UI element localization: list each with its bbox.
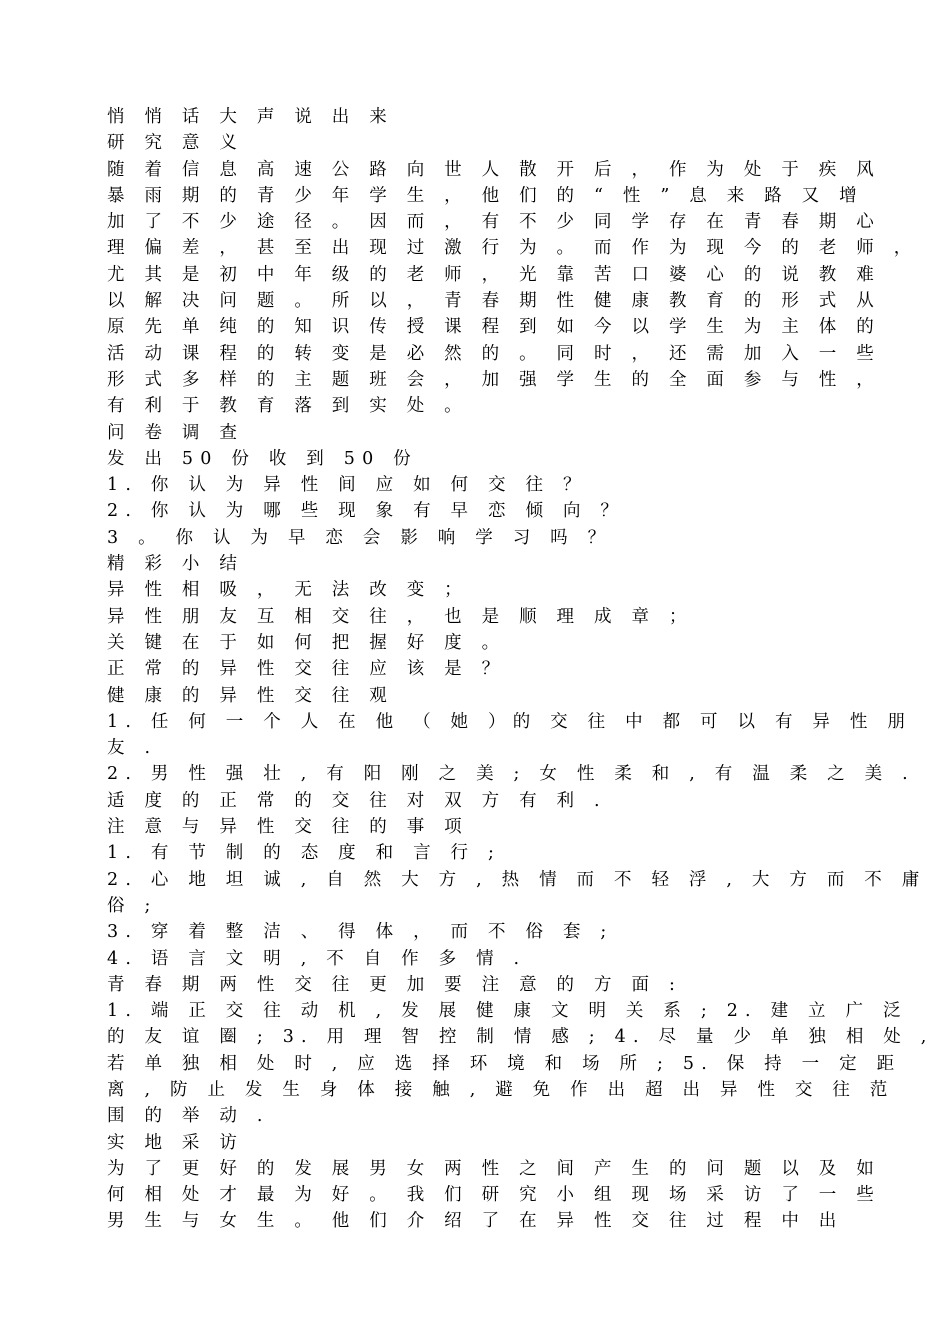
survey-question: 3 。 你 认 为 早 恋 会 影 响 学 习 吗 ？ [107,527,613,548]
paragraph-line: 活 动 课 程 的 转 变 是 必 然 的 。 同 时 ， 还 需 加 入 一 些 [107,343,881,364]
section-heading: 青 春 期 两 性 交 往 更 加 要 注 意 的 方 面 : [107,974,683,995]
list-item: 俗 ; [107,895,158,916]
section-heading: 健 康 的 异 性 交 往 观 [107,685,394,706]
survey-count: 发 出 50 份 收 到 50 份 [107,448,418,469]
list-item: 1. 有 节 制 的 态 度 和 言 行 ; [107,843,502,864]
paragraph-line: 暴 雨 期 的 青 少 年 学 生 ， 他 们 的 “ 性 ” 息 来 路 又 增 [107,185,864,206]
paragraph-line: 男 生 与 女 生 。 他 们 介 绍 了 在 异 性 交 往 过 程 中 出 [107,1211,844,1232]
list-item: 友 . [107,738,158,759]
paragraph-line: 1. 端 正 交 往 动 机 , 发 展 健 康 文 明 关 系 ; 2. 建 立 广 泛 [107,1001,908,1022]
paragraph-line: 加 了 不 少 途 径 。 因 而 ， 有 不 少 同 学 存 在 青 春 期 心 [107,212,881,233]
paragraph-line: 离 , 防 止 发 生 身 体 接 触 , 避 免 作 出 超 出 异 性 交 往 范 [107,1079,895,1100]
section-heading: 精 彩 小 结 [107,554,245,575]
section-heading: 注 意 与 异 性 交 往 的 事 项 [107,817,469,838]
section-heading: 实 地 采 访 [107,1132,245,1153]
list-item: 2. 男 性 强 壮 , 有 阳 刚 之 美 ; 女 性 柔 和 , 有 温 柔 之 美 . [107,764,915,785]
list-item: 1. 任 何 一 个 人 在 他 （ 她 ）的 交 往 中 都 可 以 有 异 性 朋 [107,711,913,732]
paragraph-line: 有 利 于 教 育 落 到 实 处 。 [107,396,469,417]
survey-question: 2. 你 认 为 哪 些 现 象 有 早 恋 倾 向 ？ [107,501,626,522]
document-body [107,104,934,1235]
paragraph-line: 随 着 信 息 高 速 公 路 向 世 人 散 开 后 ， 作 为 处 于 疾 风 [107,159,881,180]
summary-line: 异 性 相 吸 ， 无 法 改 变 ； [107,580,469,601]
paragraph-line: 何 相 处 才 最 为 好 。 我 们 研 究 小 组 现 场 采 访 了 一 些 [107,1185,881,1206]
paragraph-line: 形 式 多 样 的 主 题 班 会 ， 加 强 学 生 的 全 面 参 与 性 ， [107,369,881,390]
survey-question: 1. 你 认 为 异 性 间 应 如 何 交 往 ？ [107,475,588,496]
paragraph-line: 围 的 举 动 . [107,1106,270,1127]
paragraph-line: 以 解 决 问 题 。 所 以 ， 青 春 期 性 健 康 教 育 的 形 式 从 [107,291,881,312]
list-item: 4. 语 言 文 明 , 不 自 作 多 情 . [107,948,527,969]
paragraph-line: 理 偏 差 ， 甚 至 出 现 过 激 行 为 。 而 作 为 现 今 的 老 师 ， [107,238,919,259]
paragraph-line: 的 友 谊 圈 ; 3. 用 理 智 控 制 情 感 ; 4. 尽 量 少 单 独 相 处 , [107,1027,934,1048]
section-heading: 问 卷 调 查 [107,422,245,443]
paragraph-line: 原 先 单 纯 的 知 识 传 授 课 程 到 如 今 以 学 生 为 主 体 的 [107,317,881,338]
list-item: 适 度 的 正 常 的 交 往 对 双 方 有 利 . [107,790,607,811]
paragraph-line: 尤 其 是 初 中 年 级 的 老 师 ， 光 靠 苦 口 婆 心 的 说 教 难 [107,264,881,285]
paragraph-line: 为 了 更 好 的 发 展 男 女 两 性 之 间 产 生 的 问 题 以 及 如 [107,1158,881,1179]
summary-line: 异 性 朋 友 互 相 交 往 ， 也 是 顺 理 成 章 ； [107,606,694,627]
summary-line: 正 常 的 异 性 交 往 应 该 是 ？ [107,659,507,680]
summary-line: 关 键 在 于 如 何 把 握 好 度 。 [107,632,507,653]
list-item: 2. 心 地 坦 诚 , 自 然 大 方 , 热 情 而 不 轻 浮 , 大 方 而 不 庸 [107,869,927,890]
document-title: 悄 悄 话 大 声 说 出 来 [107,107,394,127]
section-heading: 研 究 意 义 [107,133,245,154]
list-item: 3. 穿 着 整 洁 、 得 体 ， 而 不 俗 套 ; [107,922,614,943]
paragraph-line: 若 单 独 相 处 时 , 应 选 择 环 境 和 场 所 ; 5. 保 持 一 定 距 [107,1053,902,1074]
